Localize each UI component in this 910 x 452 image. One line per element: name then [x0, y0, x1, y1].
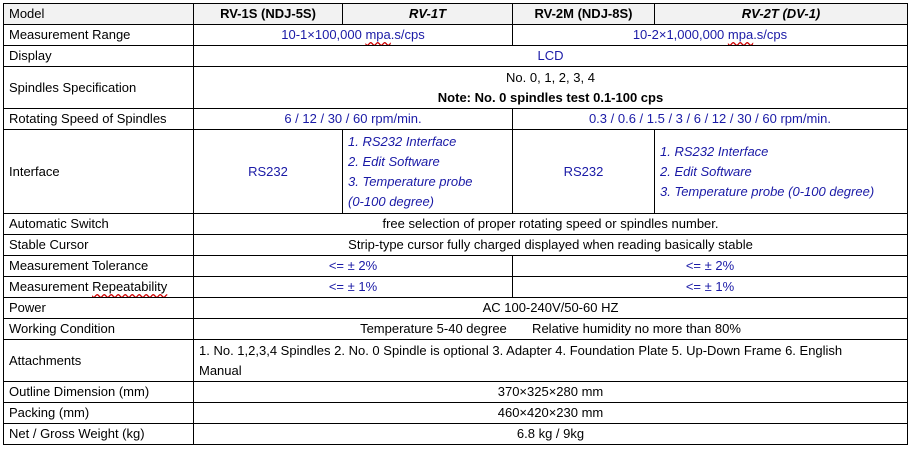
measurement-range-rv1: 10-1×100,000 mpa.s/cps — [194, 25, 513, 46]
spindles-numbers: No. 0, 1, 2, 3, 4 — [506, 69, 595, 85]
display-value: LCD — [194, 46, 908, 67]
interface-rv2m: RS232 — [513, 130, 655, 214]
working-condition-label: Working Condition — [4, 319, 194, 340]
interface-rv1t — [343, 130, 513, 214]
interface-rv2t-item-1: 1. RS232 Interface — [660, 143, 769, 159]
specification-table — [3, 3, 908, 445]
outline-label: Outline Dimension (mm) — [4, 382, 194, 403]
header-rv2t-model: RV-2T — [741, 6, 779, 21]
row-interface — [4, 130, 908, 214]
row-display — [4, 46, 908, 67]
row-tolerance — [4, 256, 908, 277]
row-working-condition — [4, 319, 908, 340]
interface-rv1t-item-3-cont: (0-100 degree) — [348, 193, 434, 209]
automatic-switch-value: free selection of proper rotating speed or spindles number. — [194, 214, 908, 235]
interface-rv2t-item-3: 3. Temperature probe (0-100 degree) — [660, 183, 875, 199]
interface-rv1s: RS232 — [194, 130, 343, 214]
tolerance-label: Measurement Tolerance — [4, 256, 194, 277]
attachments-label: Attachments — [4, 340, 194, 382]
stable-cursor-value: Strip-type cursor fully charged displayed when reading basically stable — [194, 235, 908, 256]
row-outline — [4, 382, 908, 403]
header-rv2m: RV-2M (NDJ-8S) — [513, 4, 655, 25]
header-rv2t — [655, 4, 908, 25]
row-power — [4, 298, 908, 319]
attachments-line-2: Manual — [199, 362, 242, 378]
header-rv1t: RV-1T — [343, 4, 513, 25]
packing-value: 460×420×230 mm — [194, 403, 908, 424]
measurement-range-rv2: 10-2×1,000,000 mpa.s/cps — [513, 25, 908, 46]
power-label: Power — [4, 298, 194, 319]
spindles-note: Note: No. 0 spindles test 0.1-100 cps — [437, 89, 664, 105]
row-spindles — [4, 67, 908, 109]
header-rv1s: RV-1S (NDJ-5S) — [194, 4, 343, 25]
spindles-value — [194, 67, 908, 109]
row-automatic-switch — [4, 214, 908, 235]
interface-rv1t-item-2: 2. Edit Software — [348, 153, 440, 169]
rotating-speed-label: Rotating Speed of Spindles — [4, 109, 194, 130]
attachments-value — [194, 340, 908, 382]
weight-label: Net / Gross Weight (kg) — [4, 424, 194, 445]
rotating-speed-rv2: 0.3 / 0.6 / 1.5 / 3 / 6 / 12 / 30 / 60 rpm/min. — [513, 109, 908, 130]
interface-rv1t-item-1: 1. RS232 Interface — [348, 133, 457, 149]
repeatability-rv2: <= ± 1% — [513, 277, 908, 298]
packing-label: Packing (mm) — [4, 403, 194, 424]
display-label: Display — [4, 46, 194, 67]
repeatability-rv1: <= ± 1% — [194, 277, 513, 298]
row-repeatability — [4, 277, 908, 298]
stable-cursor-label: Stable Cursor — [4, 235, 194, 256]
attachments-line-1: 1. No. 1,2,3,4 Spindles 2. No. 0 Spindle is optional 3. Adapter 4. Foundation Plate 5. Up-Down Frame 6. English — [199, 342, 843, 358]
interface-rv2t-item-2: 2. Edit Software — [660, 163, 752, 179]
spindles-label: Spindles Specification — [4, 67, 194, 109]
tolerance-rv1: <= ± 2% — [194, 256, 513, 277]
interface-label: Interface — [4, 130, 194, 214]
repeatability-label: Measurement Repeatability — [4, 277, 194, 298]
header-model-label: Model — [4, 4, 194, 25]
tolerance-rv2: <= ± 2% — [513, 256, 908, 277]
header-row — [4, 4, 908, 25]
interface-rv1t-item-3: 3. Temperature probe — [348, 173, 473, 189]
row-stable-cursor — [4, 235, 908, 256]
measurement-range-label: Measurement Range — [4, 25, 194, 46]
rotating-speed-rv1: 6 / 12 / 30 / 60 rpm/min. — [194, 109, 513, 130]
row-attachments — [4, 340, 908, 382]
row-rotating-speed — [4, 109, 908, 130]
row-packing — [4, 403, 908, 424]
outline-value: 370×325×280 mm — [194, 382, 908, 403]
header-rv2t-alias: (DV-1) — [782, 6, 821, 21]
working-condition-value: Temperature 5-40 degree Relative humidity no more than 80% — [194, 319, 908, 340]
row-weight — [4, 424, 908, 445]
weight-value: 6.8 kg / 9kg — [194, 424, 908, 445]
automatic-switch-label: Automatic Switch — [4, 214, 194, 235]
row-measurement-range — [4, 25, 908, 46]
interface-rv2t — [655, 130, 908, 214]
power-value: AC 100-240V/50-60 HZ — [194, 298, 908, 319]
